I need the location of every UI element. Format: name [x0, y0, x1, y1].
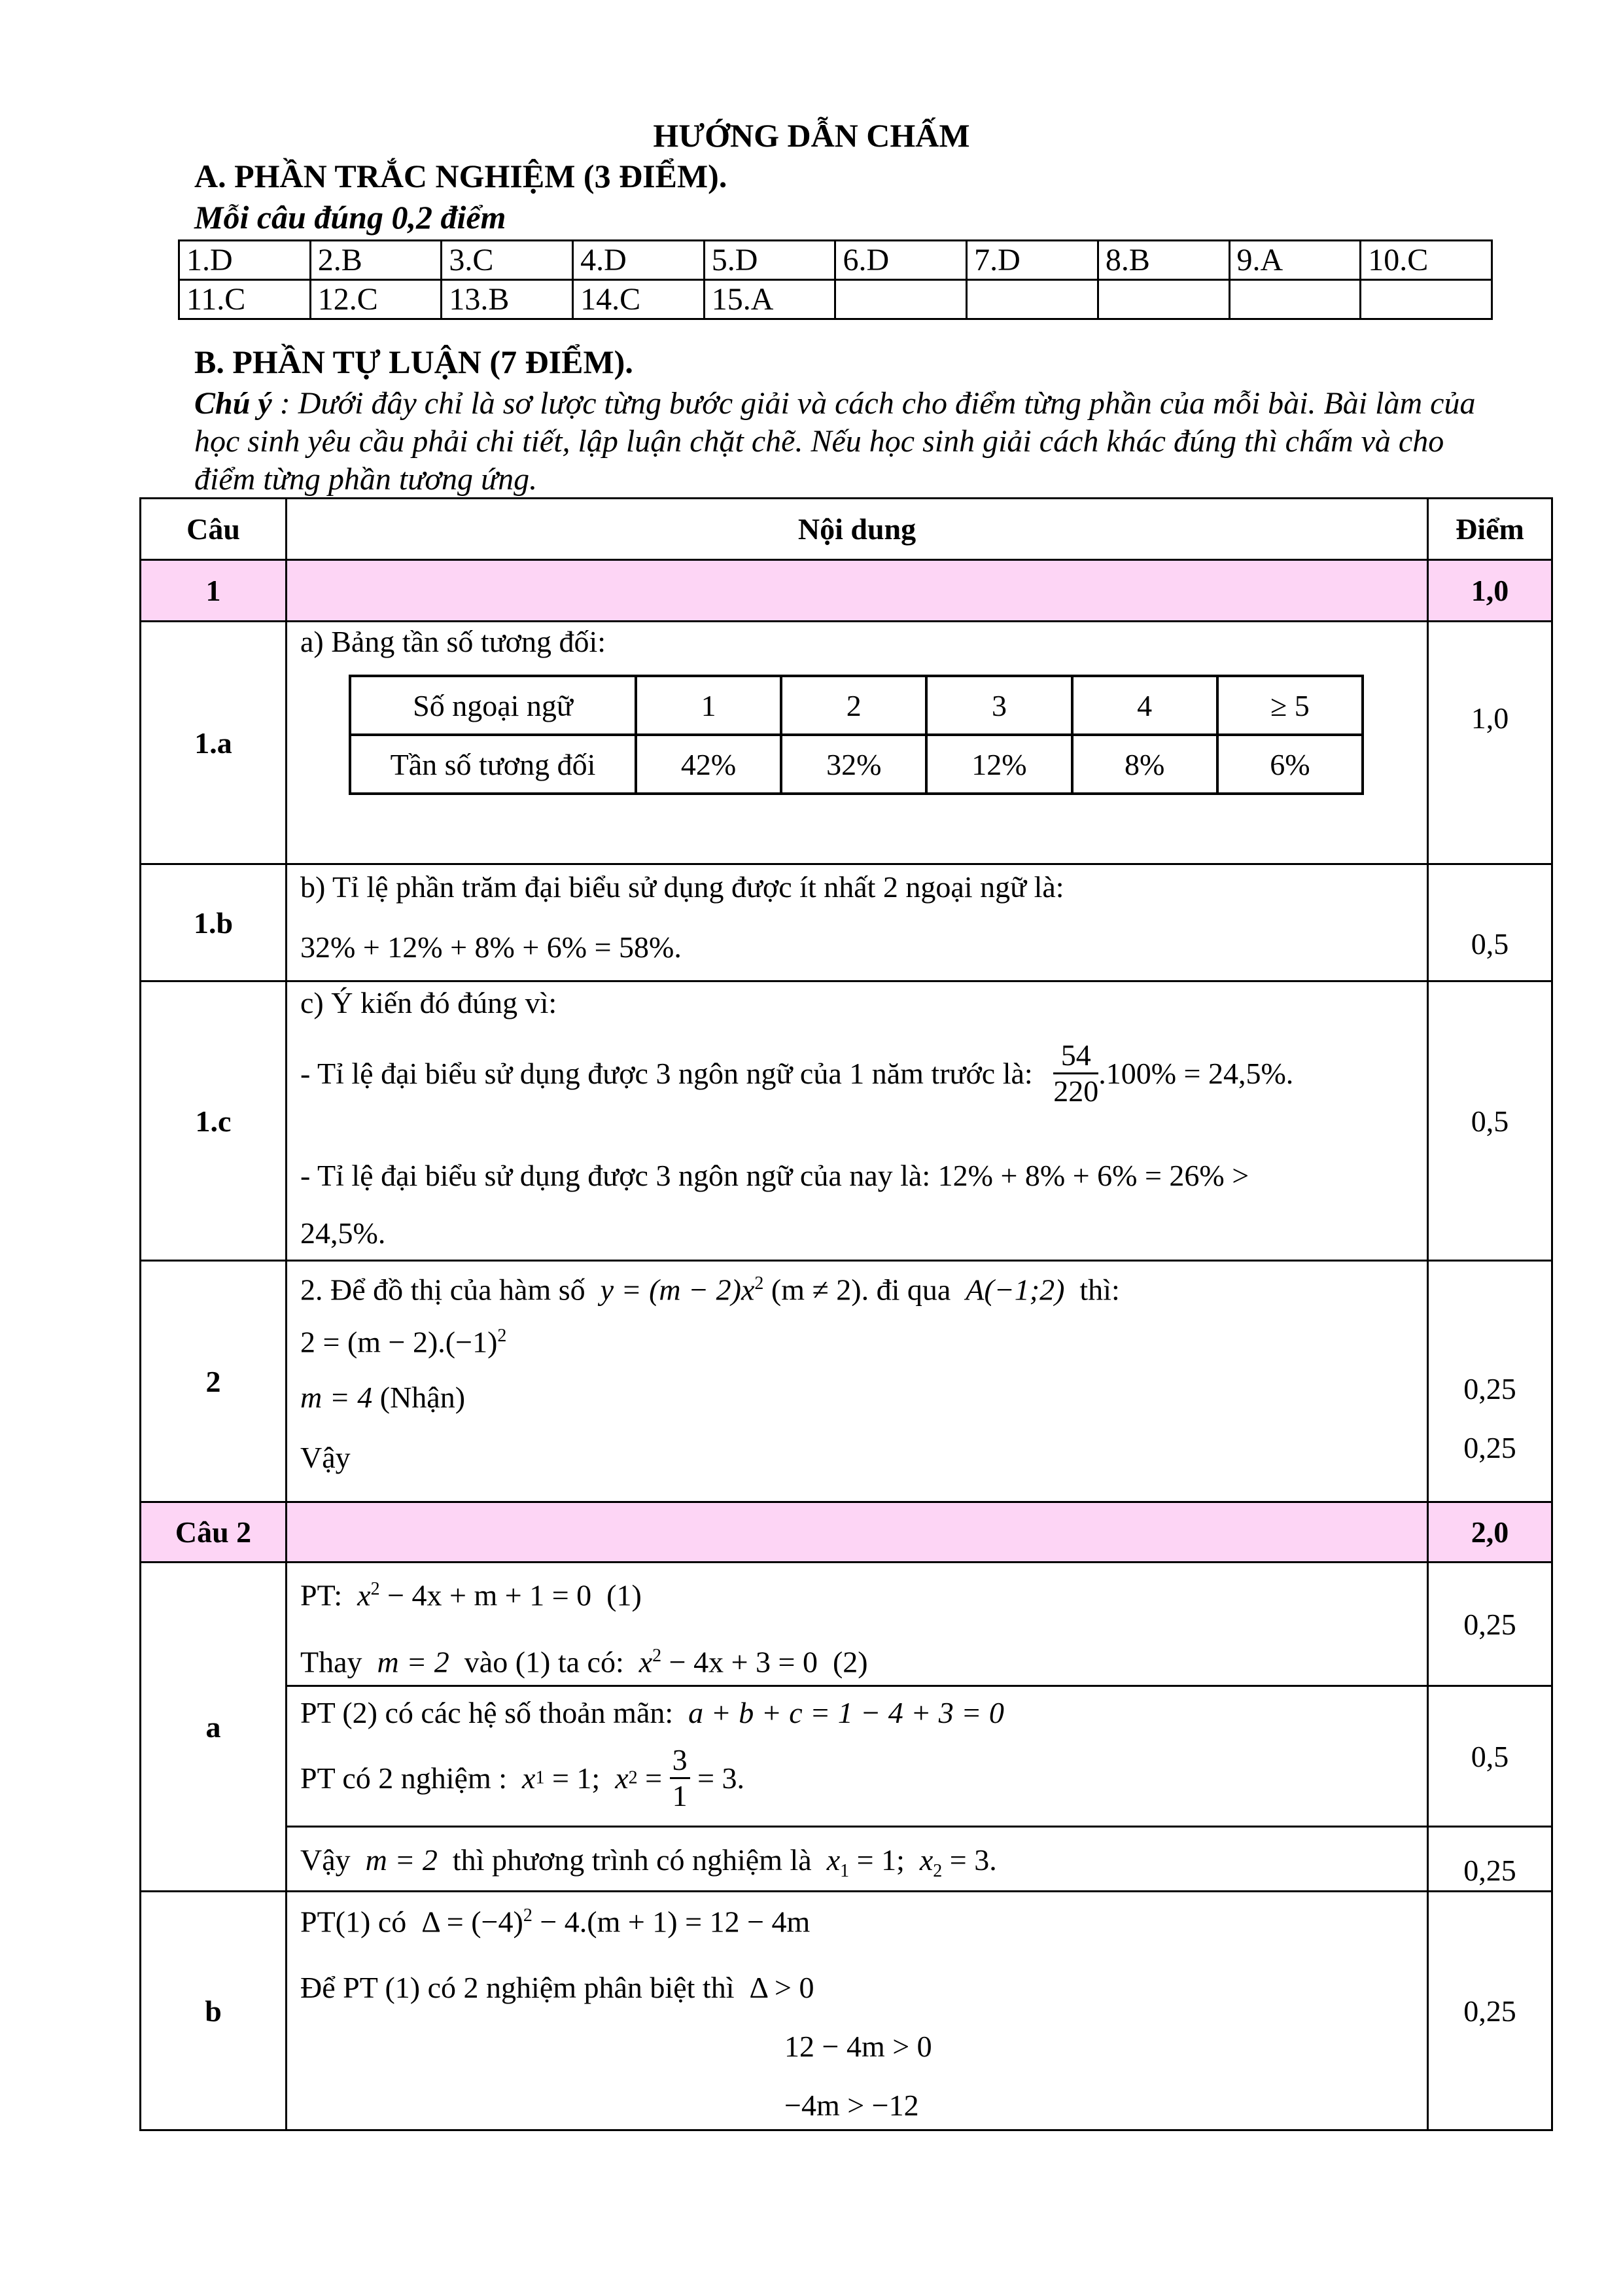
superscript: 2: [370, 1579, 380, 1599]
answer-cell: 7.D: [967, 241, 1098, 280]
fraction: [1053, 1038, 1098, 1108]
question-1b-row: [141, 864, 1552, 981]
content-cell: [287, 560, 1428, 622]
answer-cell: 15.A: [704, 280, 835, 319]
answer-cell: [1361, 280, 1492, 319]
formula: − 4x + 3 = 0: [669, 1645, 818, 1679]
cau-2-row: [141, 1502, 1552, 1563]
formula: m = 2: [365, 1843, 438, 1877]
cau-label: 1.a: [141, 622, 287, 864]
content-line: 32% + 12% + 8% + 6% = 58%.: [300, 930, 682, 964]
header-noi-dung: Nội dung: [287, 499, 1428, 560]
answer-cell: 11.C: [179, 280, 311, 319]
freq-cell: 6%: [1217, 735, 1363, 794]
question-2a-part1-row: [141, 1563, 1552, 1686]
formula: x: [919, 1843, 934, 1877]
content-cell: [287, 1686, 1428, 1827]
content-line: [300, 1693, 1004, 1733]
text: vào (1) ta có:: [464, 1645, 624, 1679]
section-b-note: [194, 385, 1496, 499]
formula: = 1;: [551, 1761, 601, 1795]
content-line: - Tỉ lệ đại biểu sử dụng được 3 ngôn ngữ của nay là: 12% + 8% + 6% = 26% >: [300, 1159, 1249, 1192]
section-b-heading: B. PHẦN TỰ LUẬN (7 ĐIỂM).: [194, 344, 633, 380]
cau-label: a: [141, 1563, 287, 1892]
answer-cell: 12.C: [310, 280, 442, 319]
formula: x: [615, 1761, 629, 1795]
score: 0,5: [1428, 1686, 1552, 1827]
freq-cell: Số ngoại ngữ: [350, 676, 636, 735]
formula: − 4.(m + 1) = 12 − 4m: [540, 1905, 811, 1939]
formula: x: [357, 1578, 371, 1612]
answer-cell: [967, 280, 1098, 319]
frequency-header-row: [350, 676, 1363, 735]
cau-label: b: [141, 1892, 287, 2130]
text: PT(1) có: [300, 1905, 407, 1939]
text: PT (2) có các hệ số thoản mãn:: [300, 1696, 674, 1729]
frequency-values-row: [350, 735, 1363, 794]
score: 0,5: [1428, 981, 1552, 1261]
answer-cell: 8.B: [1098, 241, 1229, 280]
content-line: b) Tỉ lệ phần trăm đại biểu sử dụng được ít nhất 2 ngoại ngữ là:: [300, 870, 1064, 904]
freq-cell: Tần số tương đối: [350, 735, 636, 794]
text: 2. Để đồ thị của hàm số: [300, 1273, 585, 1307]
answer-cell: 6.D: [835, 241, 967, 280]
formula: = 3.: [949, 1843, 997, 1877]
answer-cell: 4.D: [573, 241, 705, 280]
text: (Nhận): [379, 1381, 466, 1414]
freq-cell: ≥ 5: [1217, 676, 1363, 735]
answer-cell: 1.D: [179, 241, 311, 280]
answer-cell: 2.B: [310, 241, 442, 280]
formula: − 4x + m + 1 = 0: [387, 1578, 592, 1612]
content-line: 24,5%.: [300, 1216, 386, 1250]
content-line: a) Bảng tần số tương đối:: [300, 625, 606, 658]
text: .100% = 24,5%.: [1098, 1056, 1294, 1090]
text: Vậy: [300, 1843, 351, 1877]
question-2a-part2-row: [141, 1686, 1552, 1827]
question-1c-row: [141, 981, 1552, 1261]
cau-label: 2: [141, 1261, 287, 1502]
subscript: 2: [933, 1861, 943, 1882]
fraction-denominator: 220: [1053, 1074, 1099, 1108]
content-cell: [287, 1892, 1428, 2130]
fraction-denominator: 1: [672, 1779, 688, 1812]
freq-cell: 2: [781, 676, 926, 735]
score: 0,25: [1428, 1892, 1552, 2130]
answer-cell: [1098, 280, 1229, 319]
superscript: 2: [497, 1326, 507, 1346]
content-line: [300, 1896, 810, 1941]
content-line: 12 − 4m > 0: [784, 2030, 932, 2063]
content-cell: [287, 981, 1428, 1261]
cau-label: 1: [141, 560, 287, 622]
subscript: 1: [535, 1767, 545, 1788]
header-cau: Câu: [141, 499, 287, 560]
text: - Tỉ lệ đại biểu sử dụng được 3 ngôn ngữ của 1 năm trước là:: [300, 1056, 1033, 1090]
question-1-row: [141, 560, 1552, 622]
content-cell: [287, 1827, 1428, 1892]
score-cell: [1428, 1261, 1552, 1502]
freq-cell: 12%: [926, 735, 1072, 794]
answer-cell: 9.A: [1229, 241, 1361, 280]
content-line: −4m > −12: [784, 2089, 919, 2122]
content-line: [300, 1968, 814, 2007]
formula: m = 2: [377, 1645, 449, 1679]
score: 0,25: [1463, 1372, 1516, 1405]
answer-cell: 3.C: [442, 241, 573, 280]
formula: Δ = (−4): [421, 1905, 523, 1939]
superscript: 2: [754, 1273, 764, 1294]
superscript: 2: [523, 1905, 532, 1926]
answer-cell: 13.B: [442, 280, 573, 319]
fraction-numerator: 3: [670, 1743, 690, 1779]
content-line: [300, 1378, 465, 1417]
text: thì phương trình có nghiệm là: [452, 1843, 812, 1877]
fraction-numerator: 54: [1053, 1038, 1098, 1074]
grading-table: [139, 497, 1553, 2131]
page-title: HƯỚNG DẪN CHẤM: [653, 117, 970, 154]
content-line: c) Ý kiến đó đúng vì:: [300, 986, 557, 1019]
formula: x: [638, 1645, 653, 1679]
formula: =: [645, 1761, 663, 1795]
score: 1,0: [1428, 622, 1552, 864]
formula: m = 4: [300, 1381, 373, 1414]
question-2a-part3-row: [141, 1827, 1552, 1892]
score: 2,0: [1428, 1502, 1552, 1563]
freq-cell: 3: [926, 676, 1072, 735]
text: Thay: [300, 1645, 362, 1679]
grading-header-row: [141, 499, 1552, 560]
score: 0,5: [1428, 864, 1552, 981]
answer-cell: 5.D: [704, 241, 835, 280]
note-label: Chú ý: [194, 386, 272, 421]
content-line: [300, 1570, 642, 1615]
content-cell: [287, 622, 1428, 864]
question-2-row: [141, 1261, 1552, 1502]
text: thì:: [1079, 1273, 1120, 1307]
text: PT:: [300, 1578, 343, 1612]
answer-cell: [835, 280, 967, 319]
cau-label: 1.c: [141, 981, 287, 1261]
content-cell: [287, 1502, 1428, 1563]
formula: = 3.: [697, 1761, 745, 1795]
content-line: [300, 1743, 744, 1813]
question-2b-row: [141, 1892, 1552, 2130]
content-cell: [287, 1563, 1428, 1686]
superscript: 2: [652, 1646, 662, 1666]
header-diem: Điểm: [1428, 499, 1552, 560]
content-line: [300, 1841, 997, 1891]
text: (1): [606, 1578, 642, 1612]
formula: Δ > 0: [749, 1971, 814, 2004]
score: 0,25: [1428, 1563, 1552, 1686]
formula: = 1;: [856, 1843, 905, 1877]
formula: x: [826, 1843, 841, 1877]
freq-cell: 42%: [636, 735, 781, 794]
content-line: [300, 1264, 1120, 1309]
answer-row-2: [179, 280, 1492, 319]
cau-label: Câu 2: [141, 1502, 287, 1563]
score: 0,25: [1428, 1827, 1552, 1892]
formula: x: [522, 1761, 536, 1795]
text: PT có 2 nghiệm :: [300, 1761, 508, 1795]
text: Để PT (1) có 2 nghiệm phân biệt thì: [300, 1971, 735, 2004]
note-text: : Dưới đây chỉ là sơ lược từng bước giải và cách cho điểm từng phần của mỗi bài. Bài làm của học sinh yêu cầu phải chi tiết, lập luận chặt chẽ. Nếu học sinh giải cách khác đúng thì chấm và cho điểm từng phần tương ứng.: [194, 386, 1476, 497]
answer-row-1: [179, 241, 1492, 280]
content-cell: [287, 1261, 1428, 1502]
score: 1,0: [1428, 560, 1552, 622]
frequency-table: [349, 675, 1364, 795]
content-line: [300, 1636, 868, 1682]
content-line: Vậy: [300, 1441, 351, 1474]
freq-cell: 1: [636, 676, 781, 735]
content-line: [300, 1316, 506, 1362]
answer-cell: [1229, 280, 1361, 319]
answer-cell: 14.C: [573, 280, 705, 319]
section-a-heading: A. PHẦN TRẮC NGHIỆM (3 ĐIỂM).: [194, 158, 727, 194]
answer-key-table: [178, 239, 1493, 320]
subscript: 2: [628, 1767, 638, 1788]
formula: 2 = (m − 2).(−1): [300, 1325, 498, 1359]
answer-cell: 10.C: [1361, 241, 1492, 280]
formula: y = (m − 2)x: [600, 1273, 755, 1307]
section-a-note: Mỗi câu đúng 0,2 điểm: [194, 199, 506, 236]
fraction: [670, 1743, 690, 1813]
freq-cell: 4: [1072, 676, 1217, 735]
cau-label: 1.b: [141, 864, 287, 981]
content-line: [300, 1038, 1293, 1108]
text: (2): [832, 1645, 868, 1679]
freq-cell: 8%: [1072, 735, 1217, 794]
text: (m ≠ 2). đi qua: [771, 1273, 951, 1307]
freq-cell: 32%: [781, 735, 926, 794]
content-cell: [287, 864, 1428, 981]
score: 0,25: [1463, 1431, 1516, 1464]
subscript: 1: [840, 1861, 850, 1882]
question-1a-row: [141, 622, 1552, 864]
formula: A(−1;2): [966, 1273, 1065, 1307]
formula: a + b + c = 1 − 4 + 3 = 0: [688, 1696, 1004, 1729]
